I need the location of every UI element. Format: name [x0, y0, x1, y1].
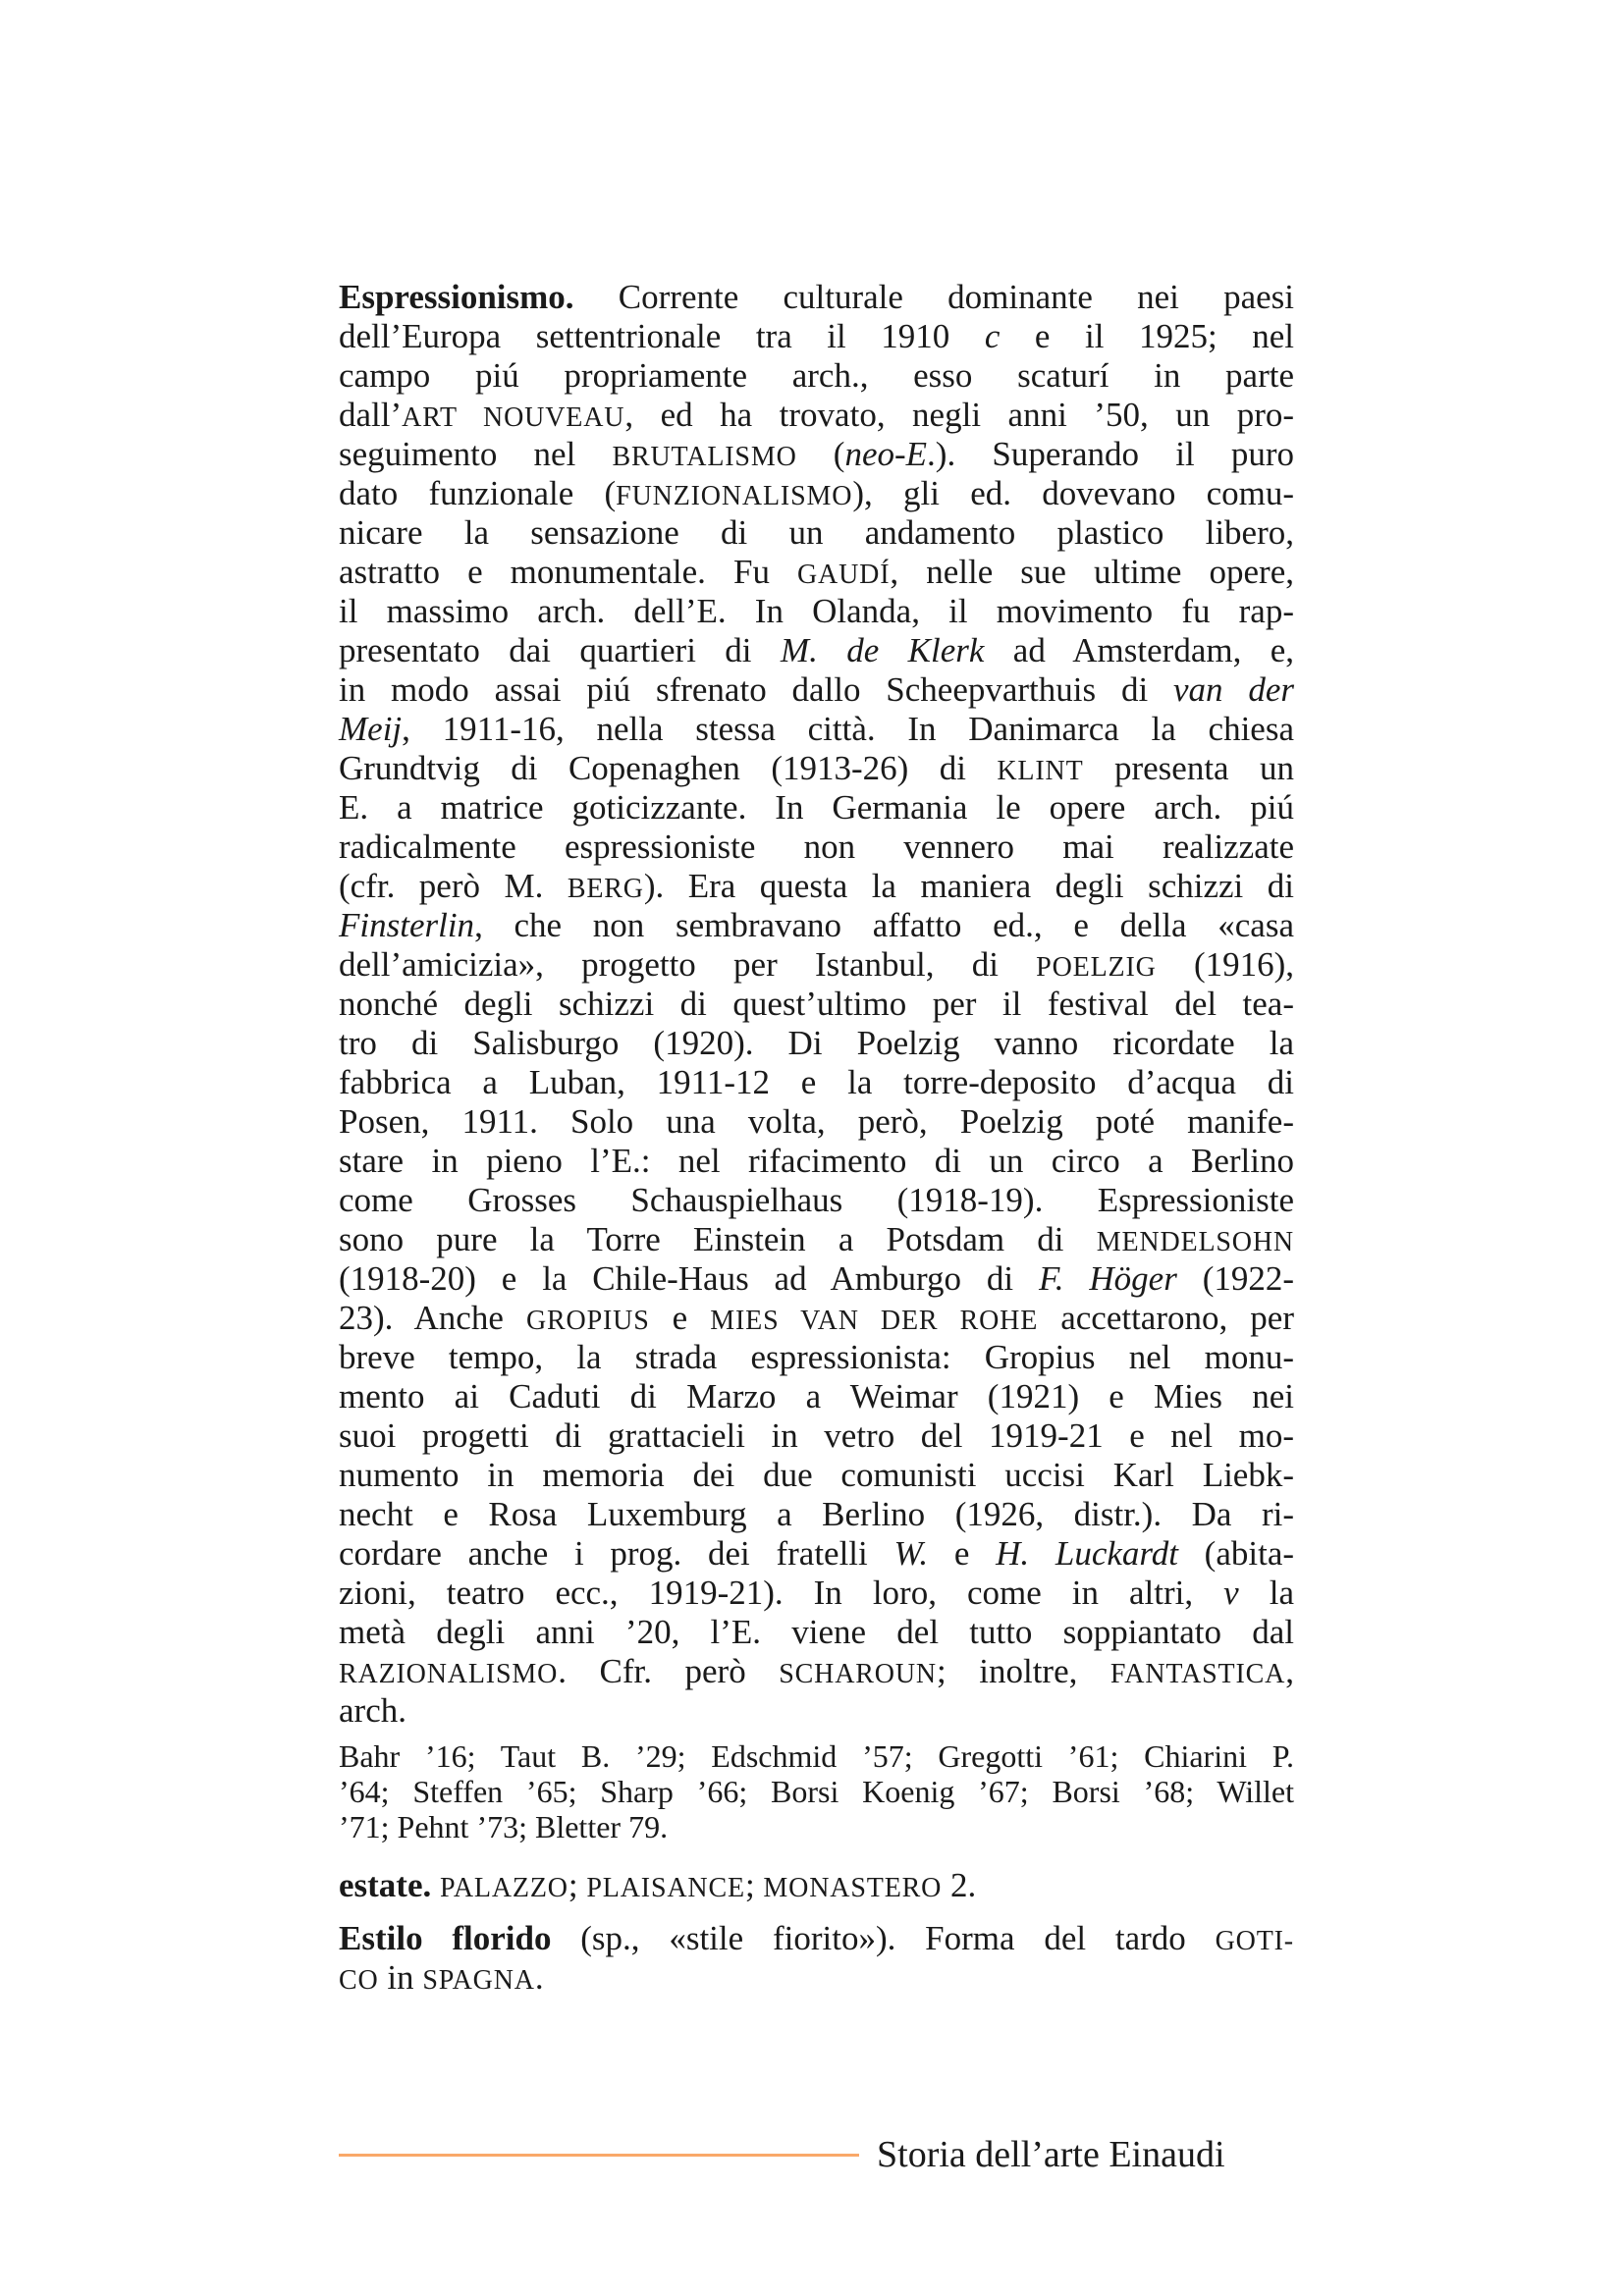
text-line: Estilo florido (sp., «stile fiorito»). Forma del tardo GOTI- [339, 1919, 1294, 1957]
text-line: seguimento nel BRUTALISMO (neo-E.). Superando il puro [339, 435, 1295, 473]
text-line: Espressionismo. Corrente culturale dominante nei paesi [339, 278, 1294, 316]
text-line: tro di Salisburgo (1920). Di Poelzig vanno ricordate la [339, 1024, 1294, 1062]
text-line: in modo assai piú sfrenato dallo Scheepvarthuis di van der [339, 670, 1294, 709]
text-line: suoi progetti di grattacieli in vetro del 1919-21 e nel mo- [339, 1416, 1294, 1455]
text-line: CO in SPAGNA. [339, 1958, 544, 1997]
text-line: Grundtvig di Copenaghen (1913-26) di KLINT presenta un [339, 749, 1294, 787]
text-line: ’71; Pehnt ’73; Bletter 79. [339, 1809, 669, 1844]
footer-imprint: Storia dell’arte Einaudi [877, 2134, 1225, 2175]
text-line: cordare anche i prog. dei fratelli W. e H. Luckardt (abita- [339, 1534, 1295, 1573]
text-line: dall’ART NOUVEAU, ed ha trovato, negli anni ’50, un pro- [339, 396, 1294, 434]
text-line: nonché degli schizzi di quest’ultimo per il festival del tea- [339, 985, 1294, 1023]
text-line: astratto e monumentale. Fu GAUDÍ, nelle sue ultime opere, [339, 553, 1294, 591]
text-line: stare in pieno l’E.: nel rifacimento di un circo a Berlino [339, 1142, 1294, 1180]
entry-estilo-florido [339, 1919, 1294, 1998]
text-line: metà degli anni ’20, l’E. viene del tutto soppiantato dal [339, 1613, 1294, 1651]
text-line: 23). Anche GROPIUS e MIES VAN DER ROHE accettarono, per [339, 1299, 1294, 1337]
text-line: estate. PALAZZO; PLAISANCE; MONASTERO 2. [339, 1866, 977, 1904]
text-line: sono pure la Torre Einstein a Potsdam di MENDELSOHN [339, 1220, 1294, 1258]
text-line: RAZIONALISMO. Cfr. però SCHAROUN; inoltre, FANTASTICA, [339, 1652, 1294, 1690]
text-line: (1918-20) e la Chile-Haus ad Amburgo di F. Höger (1922- [339, 1259, 1294, 1298]
text-line: ’64; Steffen ’65; Sharp ’66; Borsi Koenig ’67; Borsi ’68; Willet [339, 1774, 1294, 1809]
text-line: radicalmente espressioniste non vennero mai realizzate [339, 828, 1294, 866]
entry-espressionismo-bibliography [339, 1738, 1294, 1844]
text-line: mento ai Caduti di Marzo a Weimar (1921) e Mies nei [339, 1377, 1294, 1415]
text-line: fabbrica a Luban, 1911-12 e la torre-deposito d’acqua di [339, 1063, 1294, 1101]
text-line: arch. [339, 1691, 406, 1730]
text-line: Bahr ’16; Taut B. ’29; Edschmid ’57; Gregotti ’61; Chiarini P. [339, 1738, 1294, 1774]
text-line: come Grosses Schauspielhaus (1918-19). Espressioniste [339, 1181, 1294, 1219]
text-line: Posen, 1911. Solo una volta, però, Poelzig poté manife- [339, 1102, 1294, 1141]
text-line: necht e Rosa Luxemburg a Berlino (1926, distr.). Da ri- [339, 1495, 1294, 1533]
text-line: dell’Europa settentrionale tra il 1910 c e il 1925; nel [339, 317, 1295, 355]
entry-estate [339, 1866, 1294, 1905]
text-line: dell’amicizia», progetto per Istanbul, di POELZIG (1916), [339, 945, 1295, 984]
text-line: nicare la sensazione di un andamento plastico libero, [339, 513, 1294, 552]
footer-rule [339, 2154, 859, 2157]
text-line: E. a matrice goticizzante. In Germania le opere arch. piú [339, 788, 1294, 827]
text-line: numento in memoria dei due comunisti uccisi Karl Liebk- [339, 1456, 1294, 1494]
text-line: breve tempo, la strada espressionista: Gropius nel monu- [339, 1338, 1294, 1376]
text-line: Meij, 1911-16, nella stessa città. In Danimarca la chiesa [339, 710, 1294, 748]
text-line: il massimo arch. dell’E. In Olanda, il movimento fu rap- [339, 592, 1294, 630]
text-line: presentato dai quartieri di M. de Klerk ad Amsterdam, e, [339, 631, 1294, 669]
text-line: campo piú propriamente arch., esso scaturí in parte [339, 356, 1294, 395]
text-line: zioni, teatro ecc., 1919-21). In loro, come in altri, v la [339, 1574, 1294, 1612]
text-line: Finsterlin, che non sembravano affatto ed., e della «casa [339, 906, 1294, 944]
text-line: dato funzionale (FUNZIONALISMO), gli ed. dovevano comu- [339, 474, 1294, 512]
entry-espressionismo-body [339, 278, 1294, 1731]
text-line: (cfr. però M. BERG). Era questa la maniera degli schizzi di [339, 867, 1294, 905]
